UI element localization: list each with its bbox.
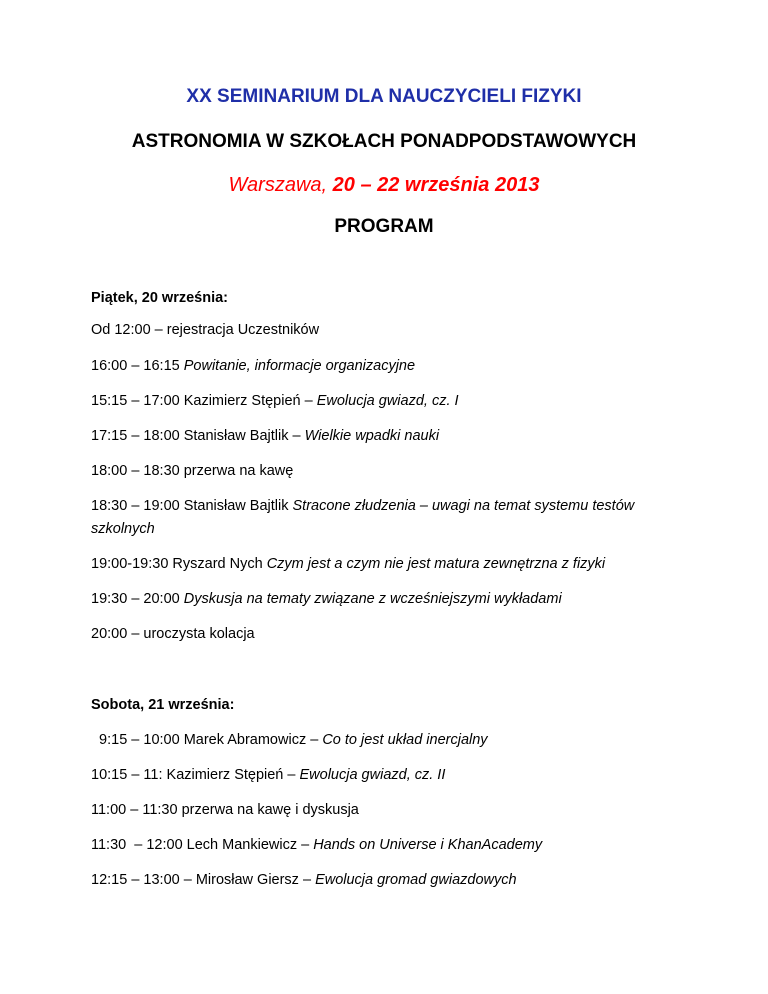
schedule-item: 18:30 – 19:00 Stanisław Bajtlik Stracone złudzenia – uwagi na temat systemu testów szkolnych	[91, 498, 635, 537]
schedule-item: 15:15 – 17:00 Kazimierz Stępień – Ewolucja gwiazd, cz. I	[91, 393, 459, 409]
schedule-item: 20:00 – uroczysta kolacja	[91, 626, 255, 642]
dates-text: 20 – 22 września 2013	[332, 174, 540, 196]
saturday-heading: Sobota, 21 września:	[91, 697, 235, 713]
schedule-item: Od 12:00 – rejestracja Uczestników	[91, 322, 320, 338]
seminar-title: XX SEMINARIUM DLA NAUCZYCIELI FIZYKI	[186, 86, 582, 107]
schedule-item: 11:00 – 11:30 przerwa na kawę i dyskusja	[91, 802, 359, 818]
place-text: Warszawa,	[228, 174, 333, 196]
schedule-item: 11:30 – 12:00 Lech Mankiewicz – Hands on Universe i KhanAcademy	[91, 837, 543, 853]
schedule-item: 17:15 – 18:00 Stanisław Bajtlik – Wielkie wpadki nauki	[91, 428, 440, 444]
schedule-item: 12:15 – 13:00 – Mirosław Giersz – Ewolucja gromad gwiazdowych	[91, 872, 517, 888]
schedule-item: 10:15 – 11: Kazimierz Stępień – Ewolucja gwiazd, cz. II	[91, 767, 446, 783]
seminar-subtitle: ASTRONOMIA W SZKOŁACH PONADPODSTAWOWYCH	[131, 131, 637, 152]
schedule-item: 19:00-19:30 Ryszard Nych Czym jest a czym nie jest matura zewnętrzna z fizyki	[91, 556, 606, 572]
schedule-item: 18:00 – 18:30 przerwa na kawę	[91, 463, 294, 479]
friday-heading: Piątek, 20 września:	[91, 290, 229, 306]
place-and-dates	[0, 174, 768, 197]
schedule-item: 16:00 – 16:15 Powitanie, informacje organizacyjne	[91, 358, 416, 374]
schedule-item: 19:30 – 20:00 Dyskusja na tematy związane z wcześniejszymi wykładami	[91, 591, 562, 607]
schedule-item: 9:15 – 10:00 Marek Abramowicz – Co to jest układ inercjalny	[91, 732, 488, 748]
program-label: PROGRAM	[334, 216, 434, 237]
